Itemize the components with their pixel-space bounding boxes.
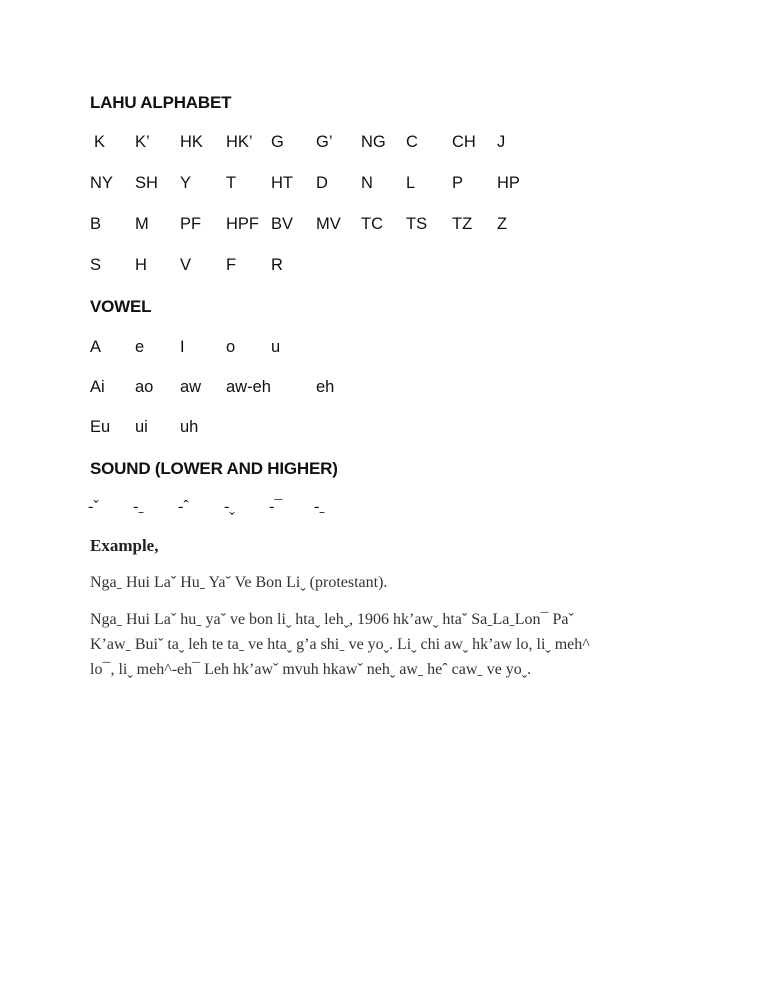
letter-cell: B bbox=[90, 215, 102, 233]
letter-cell: HT bbox=[271, 174, 293, 192]
vowel-cell: A bbox=[90, 338, 102, 356]
letter-cell: P bbox=[452, 174, 464, 192]
vowel-cell: I bbox=[180, 338, 185, 356]
paragraph-line: Ngaˍ Hui Laˇ huˍ yaˇ ve bon liˬ htaˬ lehˬ, 1906 hk’awˬ htaˇ SaˍLaˍLon¯ Paˇ bbox=[90, 611, 574, 628]
vowel-cell: o bbox=[226, 338, 236, 356]
letter-cell: HK’ bbox=[226, 133, 253, 151]
vowel-cell: u bbox=[271, 338, 281, 356]
letter-cell: K bbox=[94, 133, 106, 151]
example-paragraph bbox=[90, 607, 690, 682]
tone-mark: -ˍ bbox=[314, 498, 325, 515]
tone-mark: -¯ bbox=[269, 498, 283, 515]
paragraph-line: lo¯, liˬ meh^-eh¯ Leh hk’awˇ mvuh hkawˇ nehˬ awˍ heˆ cawˍ ve yoˬ. bbox=[90, 661, 532, 678]
tone-mark: -ˇ bbox=[88, 498, 99, 515]
consonant-row bbox=[0, 133, 768, 155]
vowel-row bbox=[0, 378, 768, 400]
letter-cell: NY bbox=[90, 174, 113, 192]
paragraph-line: K’awˍ Buiˇ taˬ leh te taˍ ve htaˬ g’a shiˍ ve yoˬ. Liˬ chi awˬ hk’aw lo, liˬ meh^ bbox=[90, 636, 590, 653]
consonant-row bbox=[0, 256, 768, 278]
vowel-cell: ao bbox=[135, 378, 154, 396]
letter-cell: K’ bbox=[135, 133, 150, 151]
letter-cell: HK bbox=[180, 133, 203, 151]
vowel-heading: VOWEL bbox=[90, 297, 152, 316]
letter-cell: F bbox=[226, 256, 237, 274]
vowel-row bbox=[0, 338, 768, 360]
letter-cell: H bbox=[135, 256, 147, 274]
letter-cell: BV bbox=[271, 215, 294, 233]
vowel-row bbox=[0, 418, 768, 440]
vowel-cell: aw bbox=[180, 378, 202, 396]
letter-cell: CH bbox=[452, 133, 476, 151]
letter-cell: G’ bbox=[316, 133, 333, 151]
example-line: Ngaˍ Hui Laˇ Huˍ Yaˇ Ve Bon Liˬ (protestant). bbox=[90, 574, 388, 591]
consonant-row bbox=[0, 174, 768, 196]
letter-cell: S bbox=[90, 256, 102, 274]
letter-cell: G bbox=[271, 133, 284, 151]
vowel-cell: eh bbox=[316, 378, 335, 396]
letter-cell: PF bbox=[180, 215, 202, 233]
tone-marks-row bbox=[0, 498, 768, 520]
letter-cell: T bbox=[226, 174, 237, 192]
letter-cell: J bbox=[497, 133, 506, 151]
letter-cell: C bbox=[406, 133, 418, 151]
vowel-cell: aw-eh bbox=[226, 378, 271, 396]
vowel-cell: uh bbox=[180, 418, 199, 436]
letter-cell: R bbox=[271, 256, 283, 274]
letter-cell: NG bbox=[361, 133, 386, 151]
letter-cell: L bbox=[406, 174, 416, 192]
letter-cell: Y bbox=[180, 174, 192, 192]
letter-cell: M bbox=[135, 215, 149, 233]
vowel-cell: Ai bbox=[90, 378, 105, 396]
letter-cell: HPF bbox=[226, 215, 259, 233]
vowel-cell: Eu bbox=[90, 418, 111, 436]
letter-cell: TC bbox=[361, 215, 383, 233]
letter-cell: Z bbox=[497, 215, 508, 233]
sound-heading: SOUND (LOWER AND HIGHER) bbox=[90, 459, 338, 478]
vowel-cell: e bbox=[135, 338, 145, 356]
tone-mark: -ˍ bbox=[133, 498, 144, 515]
letter-cell: D bbox=[316, 174, 328, 192]
letter-cell: N bbox=[361, 174, 373, 192]
example-heading: Example, bbox=[90, 536, 159, 555]
letter-cell: HP bbox=[497, 174, 520, 192]
alphabet-heading: LAHU ALPHABET bbox=[90, 93, 232, 112]
tone-mark: -ˆ bbox=[178, 498, 189, 515]
tone-mark: -ˬ bbox=[224, 498, 235, 515]
letter-cell: TZ bbox=[452, 215, 473, 233]
letter-cell: MV bbox=[316, 215, 341, 233]
letter-cell: TS bbox=[406, 215, 428, 233]
consonant-row bbox=[0, 215, 768, 237]
letter-cell: V bbox=[180, 256, 192, 274]
vowel-cell: ui bbox=[135, 418, 148, 436]
letter-cell: SH bbox=[135, 174, 158, 192]
